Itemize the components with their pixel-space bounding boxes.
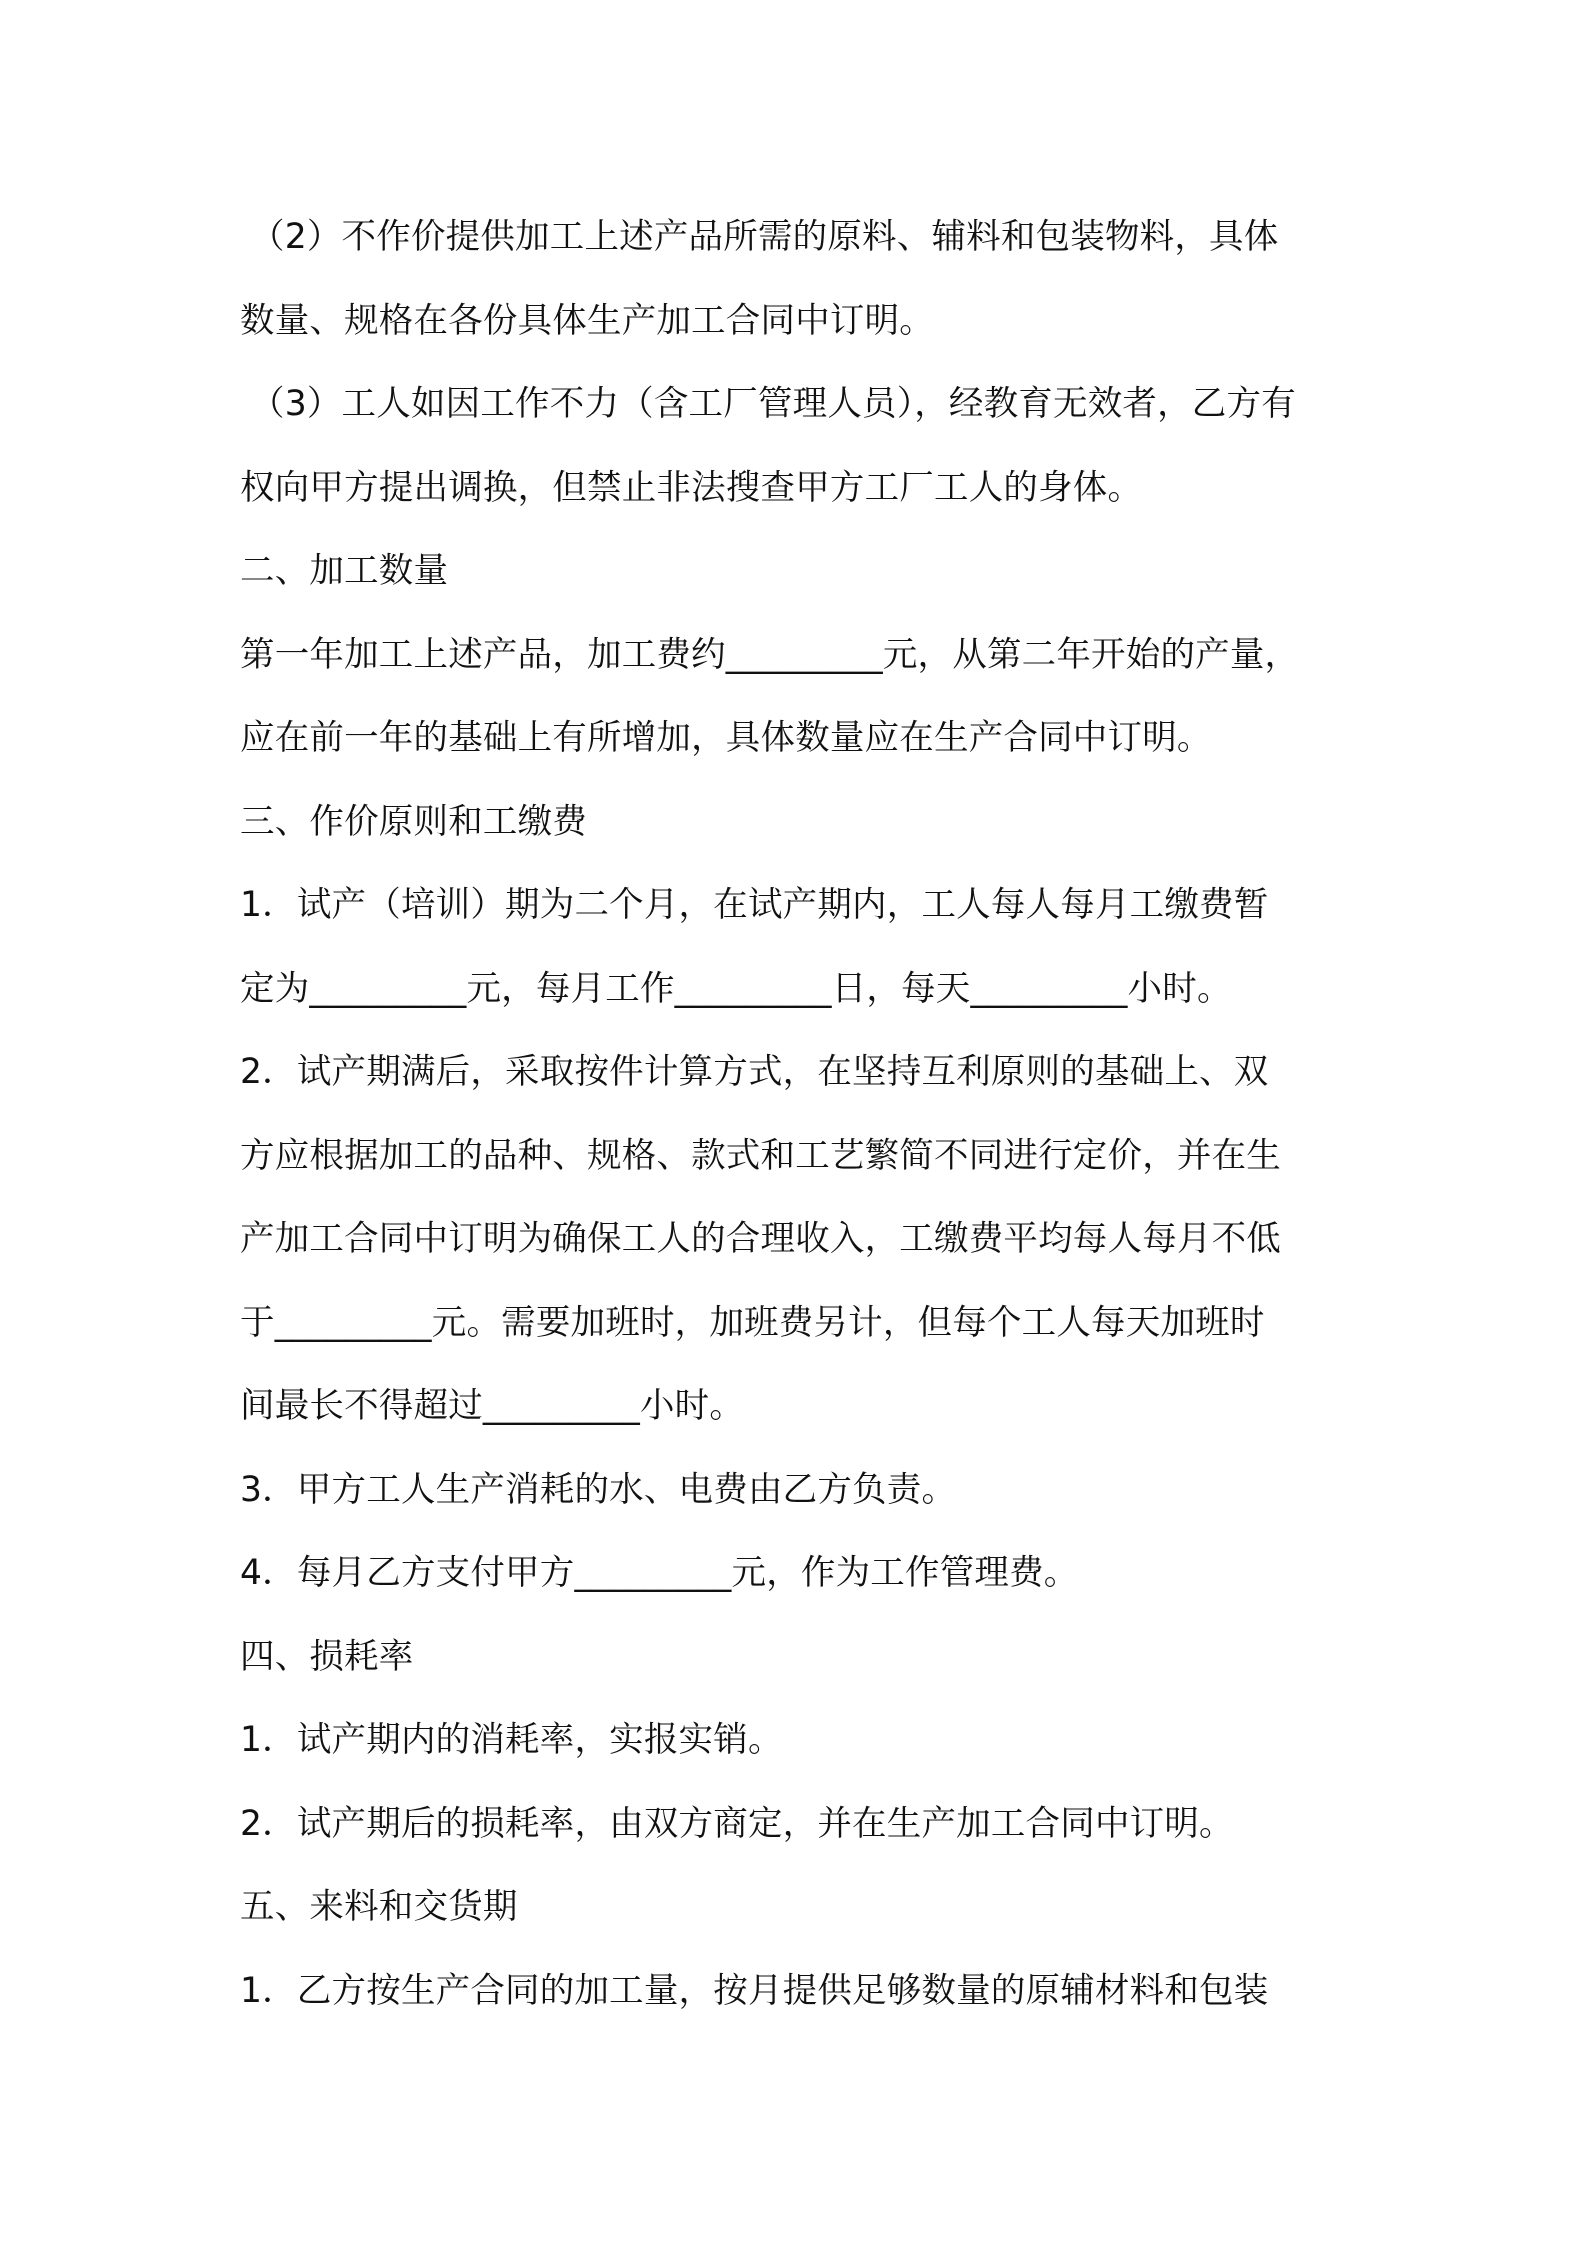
materials-delivery-item-1-line-1: 1．乙方按生产合同的加工量，按月提供足够数量的原辅材料和包装: [240, 1970, 1269, 2011]
loss-rate-item-2: 2．试产期后的损耗率，由双方商定，并在生产加工合同中订明。: [240, 1803, 1234, 1844]
section-heading-materials-delivery: 五、来料和交货期: [240, 1887, 518, 1927]
clause-3-line-1: （3）工人如因工作不力（含工厂管理人员），经教育无效者，乙方有: [250, 384, 1296, 424]
document-body: [240, 196, 1360, 2033]
clause-2-line-1: （2）不作价提供加工上述产品所需的原料、辅料和包装物料，具体: [250, 217, 1279, 257]
pricing-item-1-line-2: 定为_________元，每月工作_________日，每天_________小时。: [240, 968, 1232, 1009]
section-heading-processing-quantity: 二、加工数量: [240, 551, 449, 591]
pricing-item-2-line-3: 产加工合同中订明为确保工人的合理收入，工缴费平均每人每月不低: [240, 1219, 1281, 1259]
pricing-item-2-line-5: 间最长不得超过_________小时。: [240, 1386, 745, 1426]
pricing-item-2-line-1: 2．试产期满后，采取按件计算方式，在坚持互利原则的基础上、双: [240, 1052, 1269, 1092]
processing-quantity-line-1: 第一年加工上述产品，加工费约_________元，从第二年开始的产量，: [240, 634, 1300, 675]
section-heading-loss-rate: 四、损耗率: [240, 1636, 414, 1677]
pricing-item-3: 3．甲方工人生产消耗的水、电费由乙方负责。: [240, 1469, 957, 1510]
pricing-item-1-line-1: 1．试产（培训）期为二个月，在试产期内，工人每人每月工缴费暂: [240, 885, 1269, 925]
pricing-item-2-line-2: 方应根据加工的品种、规格、款式和工艺繁简不同进行定价，并在生: [240, 1135, 1281, 1176]
clause-2-line-2: 数量、规格在各份具体生产加工合同中订明。: [240, 300, 934, 341]
loss-rate-item-1: 1．试产期内的消耗率，实报实销。: [240, 1720, 783, 1760]
pricing-item-4: 4．每月乙方支付甲方_________元，作为工作管理费。: [240, 1553, 1079, 1593]
clause-3-line-2: 权向甲方提出调换，但禁止非法搜查甲方工厂工人的身体。: [240, 467, 1143, 508]
pricing-item-2-line-4: 于_________元。需要加班时，加班费另计，但每个工人每天加班时: [240, 1302, 1265, 1343]
section-heading-pricing-principles: 三、作价原则和工缴费: [240, 801, 587, 842]
processing-quantity-line-2: 应在前一年的基础上有所增加，具体数量应在生产合同中订明。: [240, 718, 1212, 758]
